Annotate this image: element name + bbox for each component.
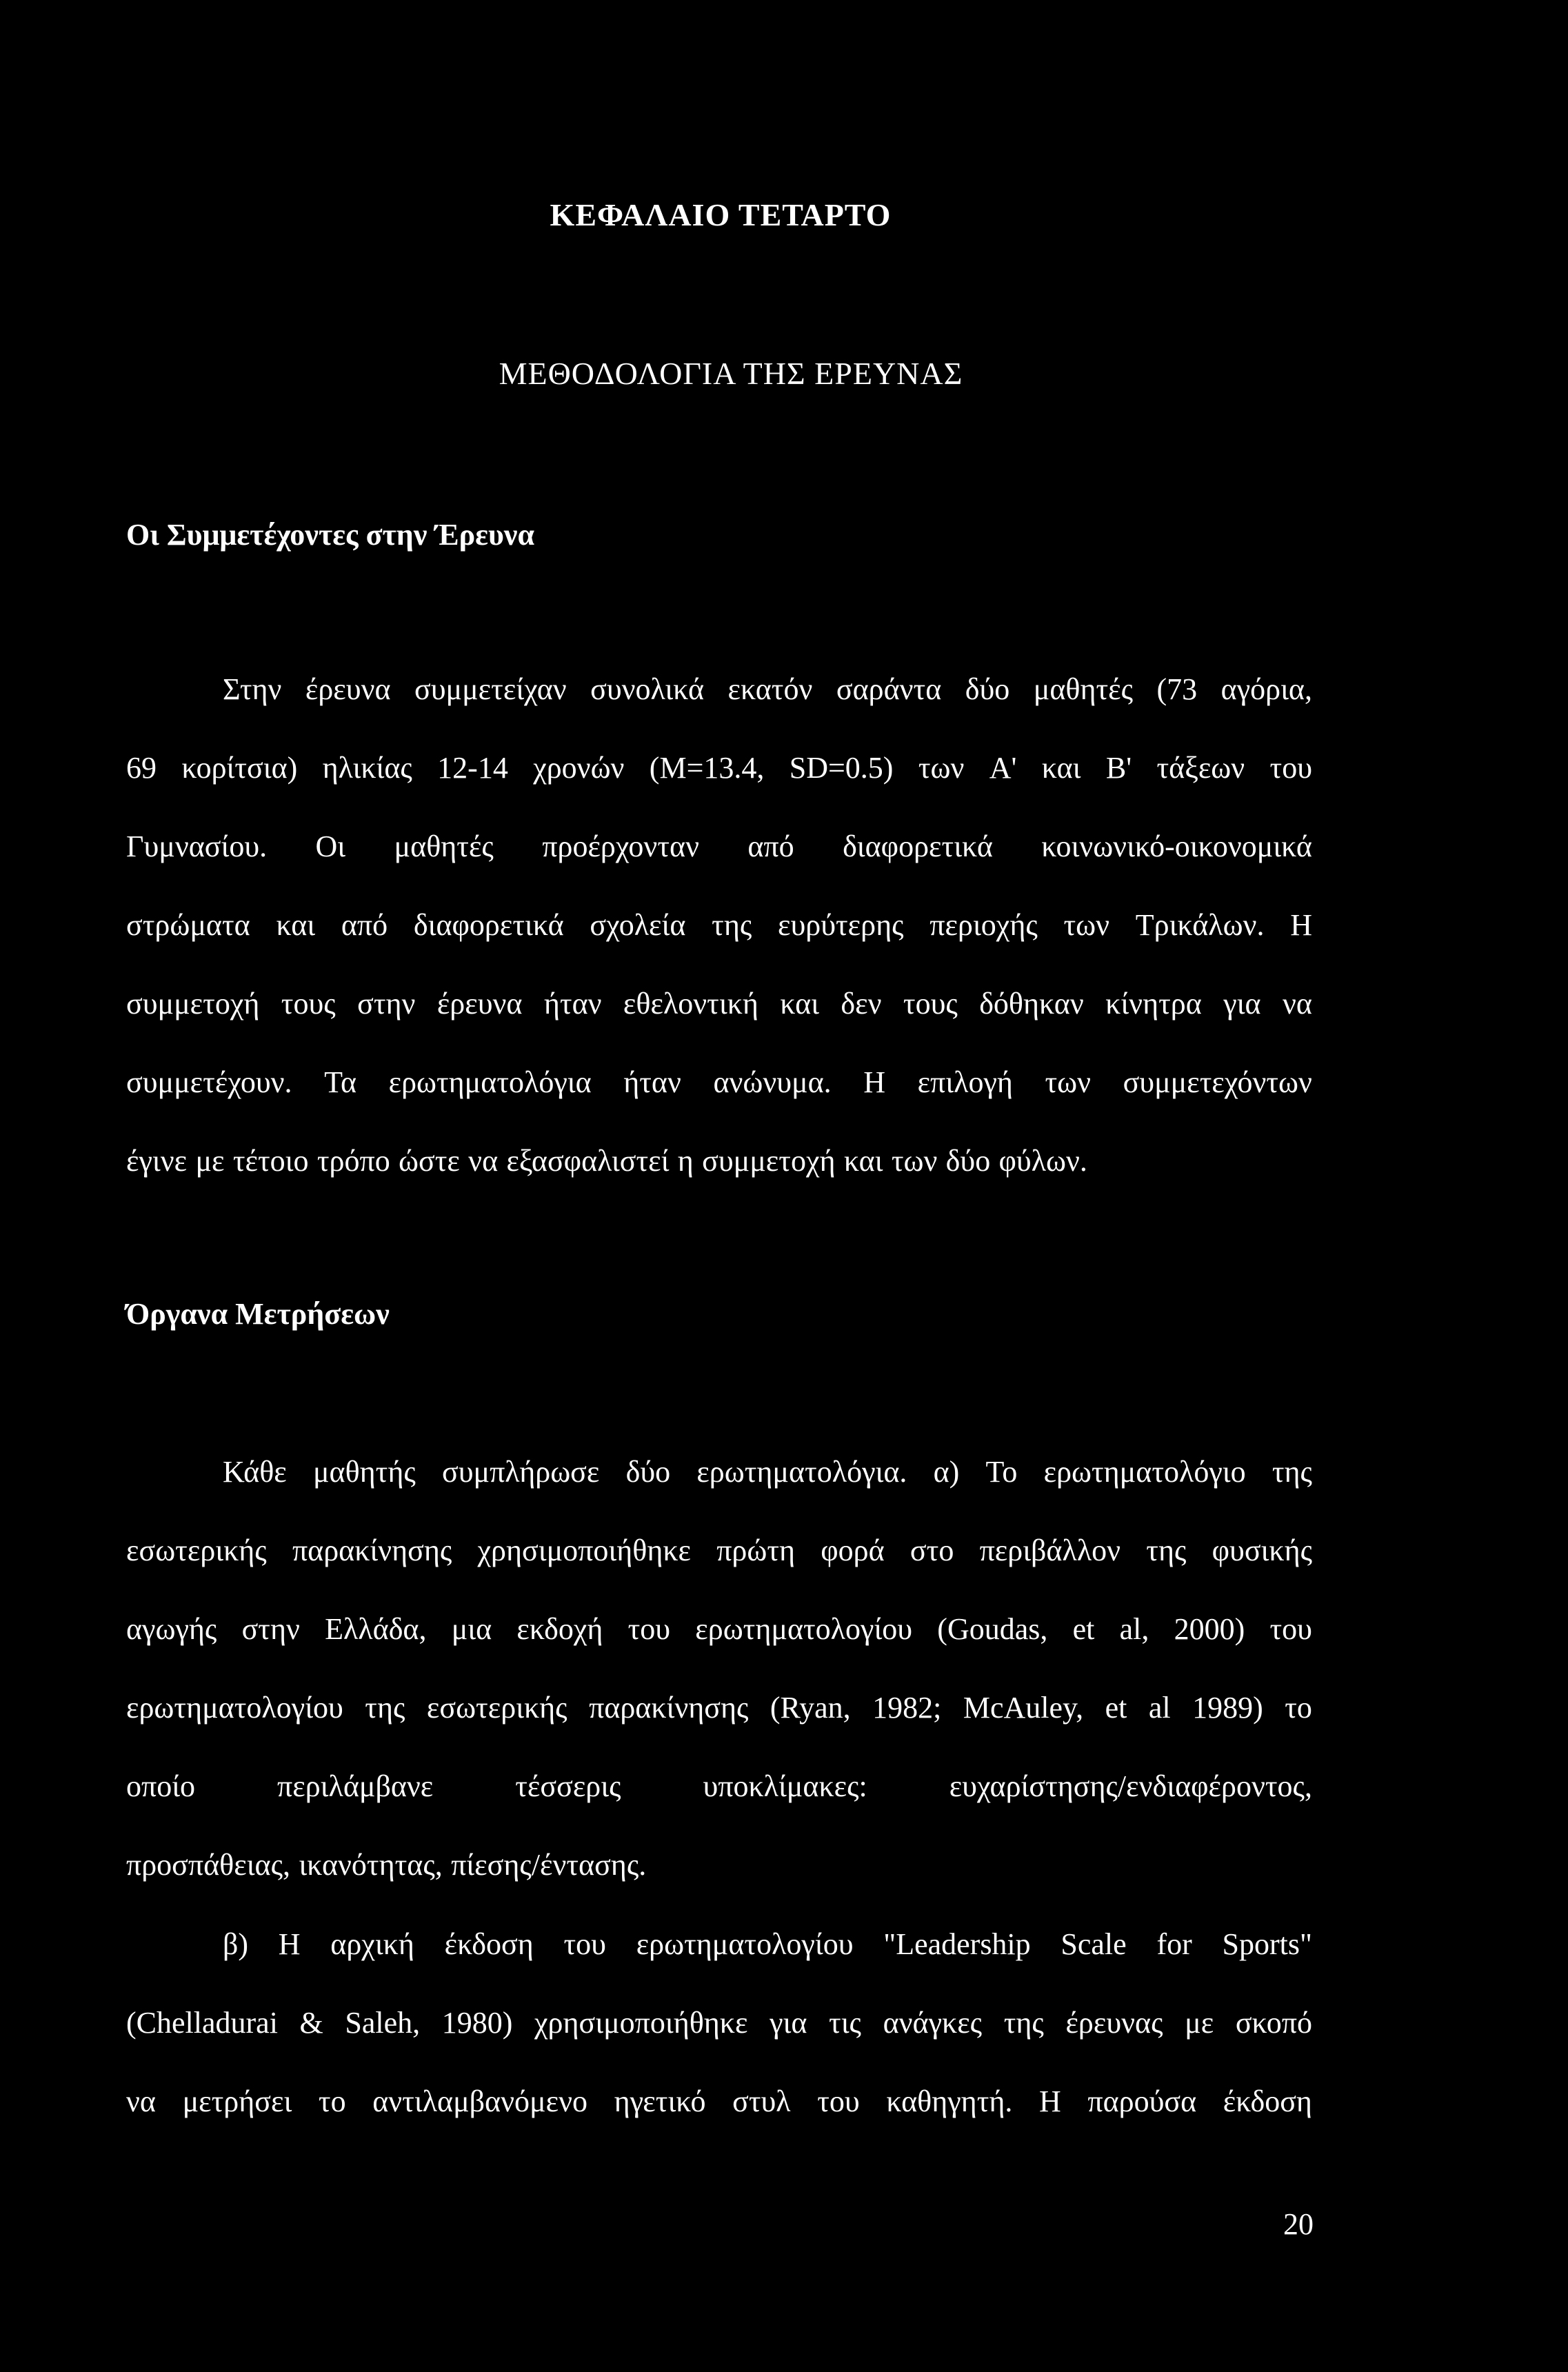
- word: εσωτερικής: [426, 1691, 567, 1725]
- word: Η: [278, 1927, 301, 1961]
- word: μαθητής: [312, 1455, 416, 1489]
- word: (Chelladurai: [126, 2006, 278, 2040]
- word: και: [780, 987, 819, 1021]
- word: "Leadership: [883, 1927, 1031, 1961]
- word: έρευνα: [436, 987, 523, 1021]
- word: Α': [989, 751, 1017, 785]
- word: Η: [1039, 2084, 1061, 2118]
- word: έκδοση: [1223, 2084, 1312, 2118]
- word: και: [276, 908, 316, 942]
- word: να: [126, 2084, 156, 2118]
- word: των: [918, 751, 965, 785]
- word: υποκλίμακες:: [703, 1769, 867, 1803]
- word: των: [891, 1144, 938, 1178]
- word: επιλογή: [917, 1065, 1013, 1099]
- word: φυσικής: [1212, 1534, 1312, 1567]
- word: τους: [281, 987, 336, 1021]
- word: των: [1045, 1065, 1092, 1099]
- word: συμμετοχή: [702, 1144, 836, 1178]
- word: β): [223, 1927, 249, 1961]
- word: et: [1105, 1691, 1127, 1725]
- word: δεν: [841, 987, 882, 1021]
- text-line: [126, 747, 1312, 826]
- word: 69: [126, 751, 157, 785]
- word: του: [1269, 1612, 1312, 1646]
- word: δύο: [945, 1144, 991, 1178]
- word: Οι: [315, 830, 346, 863]
- word: σκοπό: [1235, 2006, 1312, 2040]
- word: με: [195, 1144, 225, 1178]
- word: προσπάθειας,: [126, 1848, 291, 1882]
- text-line: [126, 669, 1312, 747]
- word: μετρήσει: [182, 2084, 292, 2118]
- word: καθηγητή.: [886, 2084, 1013, 2118]
- word: Τα: [324, 1065, 357, 1099]
- word: συμπλήρωσε: [442, 1455, 600, 1489]
- word: το: [318, 2084, 346, 2118]
- word: οποίο: [126, 1769, 196, 1803]
- word: περιλάμβανε: [277, 1769, 434, 1803]
- word: ερωτηματολογίου: [126, 1691, 343, 1725]
- word: ερωτηματολόγια: [388, 1065, 592, 1099]
- word: τέσσερις: [515, 1769, 621, 1803]
- word: κοινωνικό-οικονομικά: [1041, 830, 1312, 863]
- text-line: [126, 1687, 1312, 1766]
- word: αντιλαμβανόμενο: [372, 2084, 587, 2118]
- word: το: [1285, 1691, 1312, 1725]
- word: Στην: [223, 672, 282, 706]
- word: al: [1148, 1691, 1171, 1725]
- text-line: [126, 2081, 1312, 2160]
- word: του: [563, 1927, 606, 1961]
- word: &: [299, 2006, 323, 2040]
- word: McAuley,: [963, 1691, 1084, 1725]
- word: στην: [357, 987, 416, 1021]
- word: ερωτηματολόγια.: [696, 1455, 907, 1489]
- word: εσωτερικής: [126, 1534, 267, 1567]
- word: τους: [903, 987, 958, 1021]
- word: ήταν: [623, 1065, 681, 1099]
- word: για: [1223, 987, 1261, 1021]
- word: ηγετικό: [614, 2084, 706, 2118]
- word: 1980): [441, 2006, 513, 2040]
- text-line: [126, 1845, 1312, 1923]
- word: 1989): [1192, 1691, 1263, 1725]
- word: Κάθε: [223, 1455, 287, 1489]
- word: έκδοση: [444, 1927, 534, 1961]
- word: (M=13.4,: [649, 751, 765, 785]
- word: Τρικάλων.: [1135, 908, 1265, 942]
- word: Β': [1105, 751, 1132, 785]
- word: Scale: [1061, 1927, 1127, 1961]
- text-line: [126, 905, 1312, 983]
- text-line: [126, 1530, 1312, 1609]
- word: από: [747, 830, 794, 863]
- word: της: [712, 908, 752, 942]
- word: κορίτσια): [181, 751, 298, 785]
- text-line: [126, 1451, 1312, 1530]
- word: δύο: [965, 672, 1010, 706]
- text-line: [126, 1062, 1312, 1140]
- word: να: [468, 1144, 499, 1178]
- paragraph-instruments-a: [126, 1451, 1312, 1923]
- word: περιοχής: [929, 908, 1038, 942]
- word: έγινε: [126, 1144, 188, 1178]
- text-line: [126, 1609, 1312, 1687]
- chapter-title: ΜΕΘΟΔΟΛΟΓΙΑ ΤΗΣ ΕΡΕΥΝΑΣ: [499, 356, 963, 391]
- word: μαθητές: [1033, 672, 1134, 706]
- word: τέτοιο: [232, 1144, 309, 1178]
- word: της: [365, 1691, 405, 1725]
- word: συμμετείχαν: [414, 672, 567, 706]
- word: for: [1156, 1927, 1192, 1961]
- word: σχολεία: [590, 908, 686, 942]
- word: τις: [829, 2006, 861, 2040]
- word: πρώτη: [716, 1534, 796, 1567]
- text-line: [126, 826, 1312, 905]
- word: με: [1185, 2006, 1214, 2040]
- word: Ελλάδα,: [325, 1612, 427, 1646]
- word: Sports": [1222, 1927, 1312, 1961]
- word: Το: [985, 1455, 1018, 1489]
- text-line: [126, 2002, 1312, 2081]
- word: μαθητές: [394, 830, 494, 863]
- word: του: [1269, 751, 1312, 785]
- word: ευρύτερης: [778, 908, 904, 942]
- word: πίεσης/έντασης.: [451, 1848, 647, 1882]
- word: (73: [1156, 672, 1198, 706]
- word: της: [1003, 2006, 1044, 2040]
- word: et: [1072, 1612, 1095, 1646]
- word: έρευνα: [305, 672, 391, 706]
- word: ερωτηματολογίου: [695, 1612, 913, 1646]
- word: χρονών: [533, 751, 625, 785]
- word: Η: [863, 1065, 886, 1099]
- word: εξασφαλιστεί: [506, 1144, 670, 1178]
- word: στυλ: [732, 2084, 791, 2118]
- word: συνολικά: [590, 672, 705, 706]
- word: φορά: [821, 1534, 885, 1567]
- word: εκδοχή: [516, 1612, 603, 1646]
- paragraph-instruments-b: [126, 1924, 1312, 2160]
- word: για: [770, 2006, 807, 2040]
- word: στην: [241, 1612, 300, 1646]
- word: ερωτηματολογίου: [636, 1927, 854, 1961]
- word: ανώνυμα.: [713, 1065, 832, 1099]
- word: Η: [1290, 908, 1312, 942]
- word: εθελοντική: [623, 987, 758, 1021]
- word: η: [677, 1144, 694, 1178]
- word: από: [341, 908, 388, 942]
- word: ανάγκες: [883, 2006, 983, 2040]
- word: ερωτηματολόγιο: [1043, 1455, 1246, 1489]
- word: 2000): [1174, 1612, 1245, 1646]
- word: της: [1272, 1455, 1312, 1489]
- word: ώστε: [399, 1144, 460, 1178]
- word: προέρχονταν: [542, 830, 699, 863]
- word: (Goudas,: [937, 1612, 1048, 1646]
- word: του: [627, 1612, 671, 1646]
- word: α): [933, 1455, 960, 1489]
- text-line: [126, 1140, 1312, 1219]
- text-line: [126, 1766, 1312, 1845]
- word: συμμετοχή: [126, 987, 260, 1021]
- word: Saleh,: [345, 2006, 421, 2040]
- word: και: [843, 1144, 883, 1178]
- word: σαράντα: [836, 672, 942, 706]
- word: (Ryan,: [770, 1691, 851, 1725]
- word: Γυμνασίου.: [126, 830, 268, 863]
- word: στρώματα: [126, 908, 250, 942]
- word: έρευνας: [1065, 2006, 1163, 2040]
- chapter-label: ΚΕΦΑΛΑΙΟ ΤΕΤΑΡΤΟ: [550, 197, 892, 232]
- word: τρόπο: [316, 1144, 390, 1178]
- word: αρχική: [330, 1927, 414, 1961]
- word: δύο: [625, 1455, 671, 1489]
- page-number: 20: [1283, 2207, 1314, 2241]
- word: παρακίνησης: [589, 1691, 749, 1725]
- word: εκατόν: [727, 672, 813, 706]
- word: παρακίνησης: [292, 1534, 452, 1567]
- word: δόθηκαν: [979, 987, 1084, 1021]
- word: συμμετέχουν.: [126, 1065, 292, 1099]
- word: al,: [1119, 1612, 1149, 1646]
- word: ήταν: [543, 987, 602, 1021]
- word: φύλων.: [998, 1144, 1087, 1178]
- text-line: [126, 1924, 1312, 2002]
- word: τάξεων: [1156, 751, 1245, 785]
- word: συμμετεχόντων: [1123, 1065, 1312, 1099]
- word: παρούσα: [1087, 2084, 1197, 2118]
- word: στο: [909, 1534, 954, 1567]
- word: μια: [451, 1612, 492, 1646]
- text-line: [126, 983, 1312, 1062]
- section-heading-participants: Οι Συμμετέχοντες στην Έρευνα: [126, 518, 535, 552]
- word: ευχαρίστησης/ενδιαφέροντος,: [949, 1769, 1312, 1803]
- word: περιβάλλον: [979, 1534, 1121, 1567]
- word: αγωγής: [126, 1612, 217, 1646]
- word: να: [1282, 987, 1312, 1021]
- word: 12-14: [437, 751, 508, 785]
- word: και: [1041, 751, 1081, 785]
- word: της: [1146, 1534, 1187, 1567]
- word: ικανότητας,: [299, 1848, 443, 1882]
- word: ηλικίας: [322, 751, 412, 785]
- word: χρησιμοποιήθηκε: [477, 1534, 691, 1567]
- word: διαφορετικά: [413, 908, 564, 942]
- word: χρησιμοποιήθηκε: [534, 2006, 748, 2040]
- paragraph-participants: [126, 669, 1312, 1219]
- word: διαφορετικά: [843, 830, 993, 863]
- word: κίνητρα: [1105, 987, 1202, 1021]
- word: SD=0.5): [789, 751, 894, 785]
- word: 1982;: [872, 1691, 942, 1725]
- word: του: [817, 2084, 860, 2118]
- word: των: [1063, 908, 1110, 942]
- section-heading-instruments: Όργανα Μετρήσεων: [126, 1297, 390, 1331]
- word: αγόρια,: [1220, 672, 1312, 706]
